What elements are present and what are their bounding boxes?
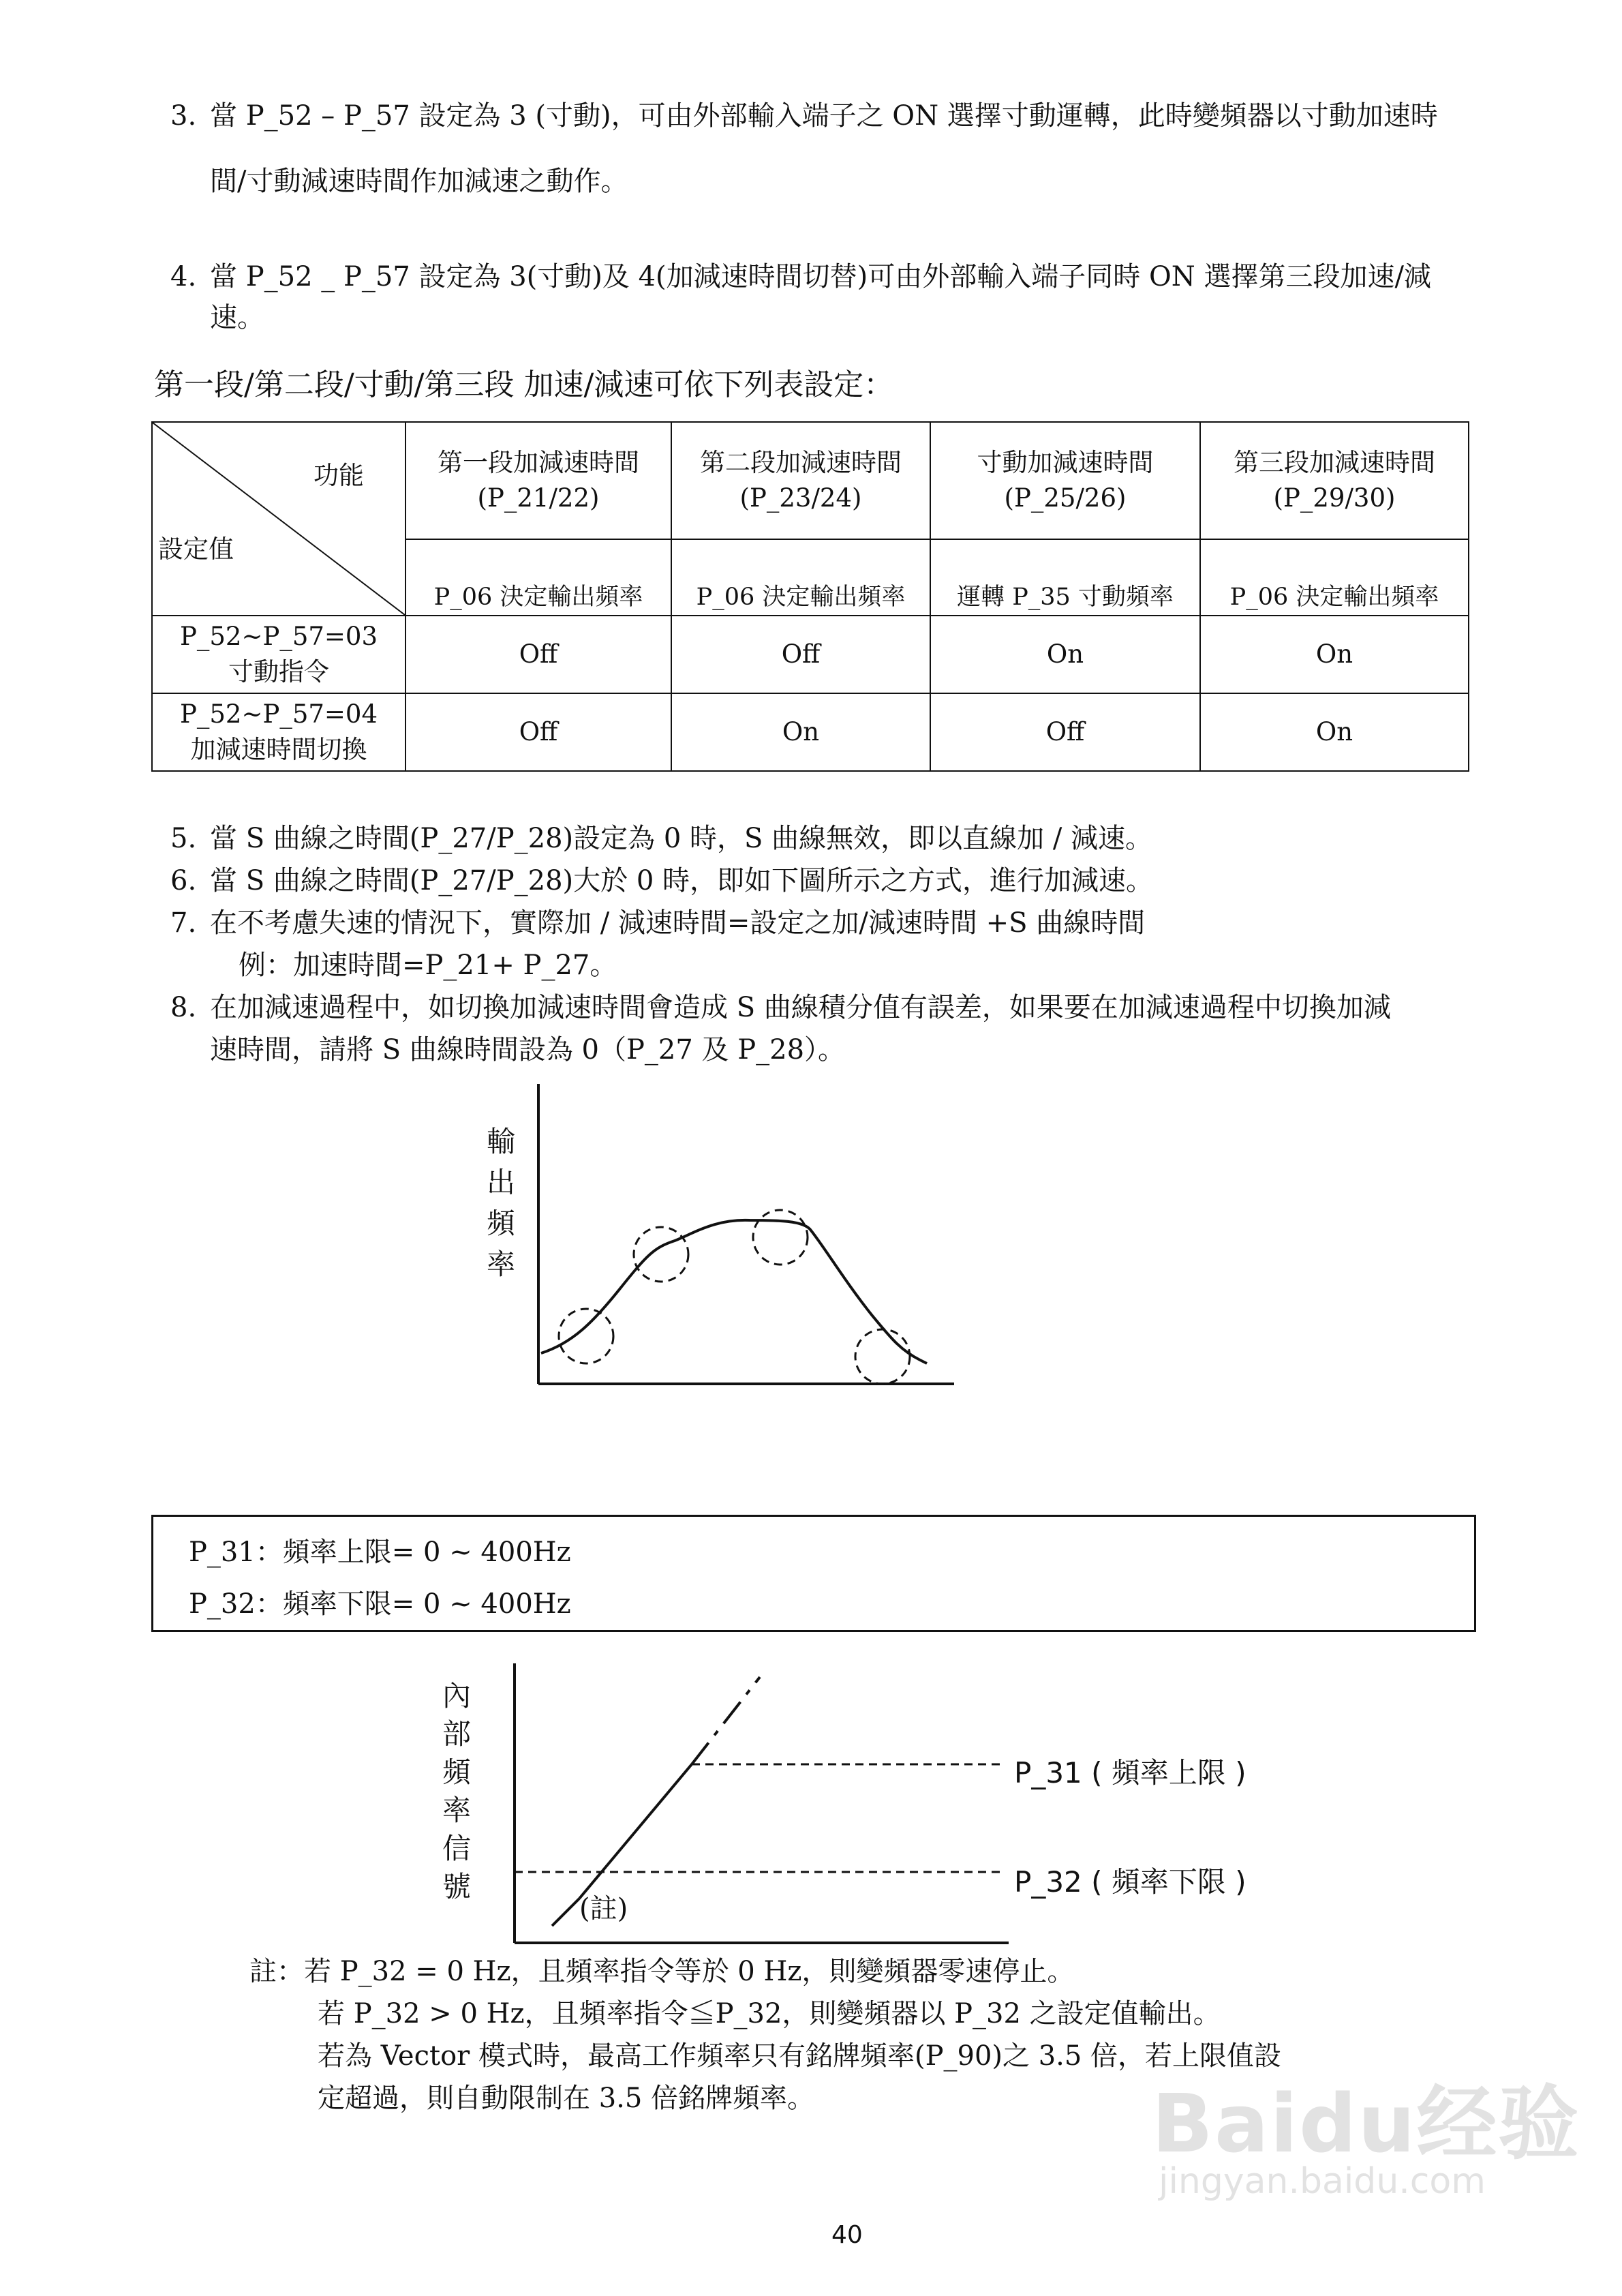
column-param: (P_29/30) — [1273, 483, 1396, 513]
row-label-param: P_52~P_57=03 — [179, 622, 378, 651]
table-cell: Off — [930, 693, 1200, 771]
column-title: 第三段加減速時間 — [1234, 448, 1435, 477]
y-label-char: 輸 — [486, 1125, 515, 1158]
note-text: 在加減速過程中，如切換加減速時間會造成 S 曲線積分值有誤差，如果要在加減速過程中切換加減 — [210, 992, 1391, 1023]
column-title: 寸動加減速時間 — [977, 448, 1154, 477]
column-header — [406, 422, 671, 539]
s-curve-y-label — [484, 1121, 518, 1285]
table-cell: Off — [406, 616, 671, 693]
note-6 — [170, 860, 1153, 901]
y-label-char: 率 — [486, 1248, 515, 1281]
param-p32: P_32：頻率下限= 0 ~ 400Hz — [189, 1588, 571, 1620]
note-number: 8. — [170, 992, 197, 1023]
footnote-text: 若 P_32 = 0 Hz，且頻率指令等於 0 Hz，則變頻器零速停止。 — [304, 1956, 1075, 1987]
footnote-line-3: 若為 Vector 模式時，最高工作頻率只有銘牌頻率(P_90)之 3.5 倍，若上限值設 — [318, 2040, 1282, 2072]
row-label-cell — [152, 616, 406, 693]
column-param: (P_23/24) — [739, 483, 862, 513]
freq-source-cell: 運轉 P_35 寸動頻率 — [930, 539, 1200, 616]
note-marker: (註) — [579, 1893, 628, 1924]
column-title: 第一段加減速時間 — [438, 448, 639, 477]
transition-marker — [559, 1309, 613, 1363]
s-curve-line — [541, 1220, 927, 1363]
table-cell: Off — [406, 693, 671, 771]
limit-y-label — [440, 1677, 474, 1906]
footnote-prefix: 註： — [249, 1956, 304, 1987]
row-label-desc: 寸動指令 — [228, 657, 329, 686]
y-label-char: 出 — [486, 1166, 515, 1199]
table-corner-cell — [152, 422, 406, 616]
y-label-char: 信 — [442, 1832, 471, 1865]
y-label-char: 部 — [442, 1717, 471, 1751]
y-label-char: 率 — [442, 1794, 471, 1827]
table-cell: On — [930, 616, 1200, 693]
s-curve-figure — [518, 1084, 968, 1404]
column-title: 第二段加減速時間 — [700, 448, 902, 477]
note-number: 6. — [170, 865, 197, 896]
note-5 — [170, 818, 1152, 859]
note-number: 7. — [170, 907, 197, 939]
note-8 — [170, 987, 1391, 1028]
freq-source-cell: P_06 決定輸出頻率 — [406, 539, 671, 616]
ramp-line — [579, 1764, 692, 1899]
column-header — [1200, 422, 1469, 539]
table-intro: 第一段/第二段/寸動/第三段 加速/減速可依下列表設定： — [154, 367, 894, 402]
table-cell: On — [671, 693, 930, 771]
column-header — [671, 422, 930, 539]
row-label-desc: 加減速時間切換 — [190, 735, 367, 764]
accel-decel-table — [151, 421, 1469, 772]
diagonal-line — [153, 423, 405, 615]
transition-marker — [855, 1329, 910, 1384]
table-cell: On — [1200, 693, 1469, 771]
ramp-dashed-start — [552, 1899, 579, 1926]
freq-source-cell: P_06 決定輸出頻率 — [671, 539, 930, 616]
table-cell: Off — [671, 616, 930, 693]
y-label-char: 號 — [442, 1870, 471, 1903]
row-label-cell — [152, 693, 406, 771]
parameter-box — [151, 1515, 1476, 1632]
page-number: 40 — [831, 2221, 863, 2249]
watermark-url: jingyan.baidu.com — [1159, 2161, 1486, 2202]
item-3-continued: 間/寸動減速時間作加減速之動作。 — [210, 166, 628, 197]
item-number: 4. — [170, 261, 197, 292]
note-text: 當 S 曲線之時間(P_27/P_28)大於 0 時，即如下圖所示之方式，進行加減速。 — [210, 865, 1154, 896]
footnote-line-1 — [249, 1951, 1074, 1992]
footnote-line-2: 若 P_32 > 0 Hz，且頻率指令≦P_32，則變頻器以 P_32 之設定值輸出。 — [318, 1998, 1221, 2029]
lower-limit-label: P_32 ( 頻率下限 ) — [1014, 1865, 1246, 1899]
ramp-extension-line — [692, 1677, 760, 1764]
column-param: (P_21/22) — [477, 483, 600, 513]
item-text: 當 P_52 – P_57 設定為 3 (寸動)，可由外部輸入端子之 ON 選擇寸動運轉，此時變頻器以寸動加速時 — [210, 100, 1438, 132]
item-text: 當 P_52 _ P_57 設定為 3(寸動)及 4(加減速時間切替)可由外部輸入端子同時 ON 選擇第三段加速/減 — [210, 261, 1431, 292]
note-8-continued: 速時間，請將 S 曲線時間設為 0（P_27 及 P_28）。 — [210, 1034, 846, 1066]
table-row — [152, 693, 1469, 771]
corner-setting-label: 設定值 — [158, 534, 234, 564]
item-4 — [170, 256, 1431, 297]
item-3 — [170, 95, 1438, 136]
note-7-example: 例：加速時間=P_21+ P_27。 — [239, 950, 617, 981]
row-label-param: P_52~P_57=04 — [179, 699, 378, 729]
corner-function-label: 功能 — [313, 461, 364, 490]
transition-marker — [753, 1210, 808, 1265]
upper-limit-label: P_31 ( 頻率上限 ) — [1014, 1756, 1246, 1789]
transition-marker — [634, 1227, 688, 1282]
column-param: (P_25/26) — [1004, 483, 1127, 513]
note-text: 在不考慮失速的情況下，實際加 / 減速時間=設定之加/減速時間 +S 曲線時間 — [210, 907, 1146, 939]
watermark-brand: Baidu经验 — [1152, 2076, 1580, 2171]
table-cell: On — [1200, 616, 1469, 693]
y-label-char: 內 — [442, 1679, 471, 1712]
footnote-line-4: 定超過，則自動限制在 3.5 倍銘牌頻率。 — [318, 2083, 815, 2114]
note-7 — [170, 903, 1145, 943]
y-label-char: 頻 — [442, 1755, 471, 1789]
item-number: 3. — [170, 100, 197, 132]
item-4-continued: 速。 — [210, 302, 264, 333]
y-label-char: 頻 — [486, 1207, 515, 1240]
note-number: 5. — [170, 823, 197, 854]
column-header — [930, 422, 1200, 539]
param-p31: P_31：頻率上限= 0 ~ 400Hz — [189, 1537, 571, 1568]
freq-source-cell: P_06 決定輸出頻率 — [1200, 539, 1469, 616]
table-row — [152, 616, 1469, 693]
note-text: 當 S 曲線之時間(P_27/P_28)設定為 0 時，S 曲線無效，即以直線加 / 減速。 — [210, 823, 1153, 854]
